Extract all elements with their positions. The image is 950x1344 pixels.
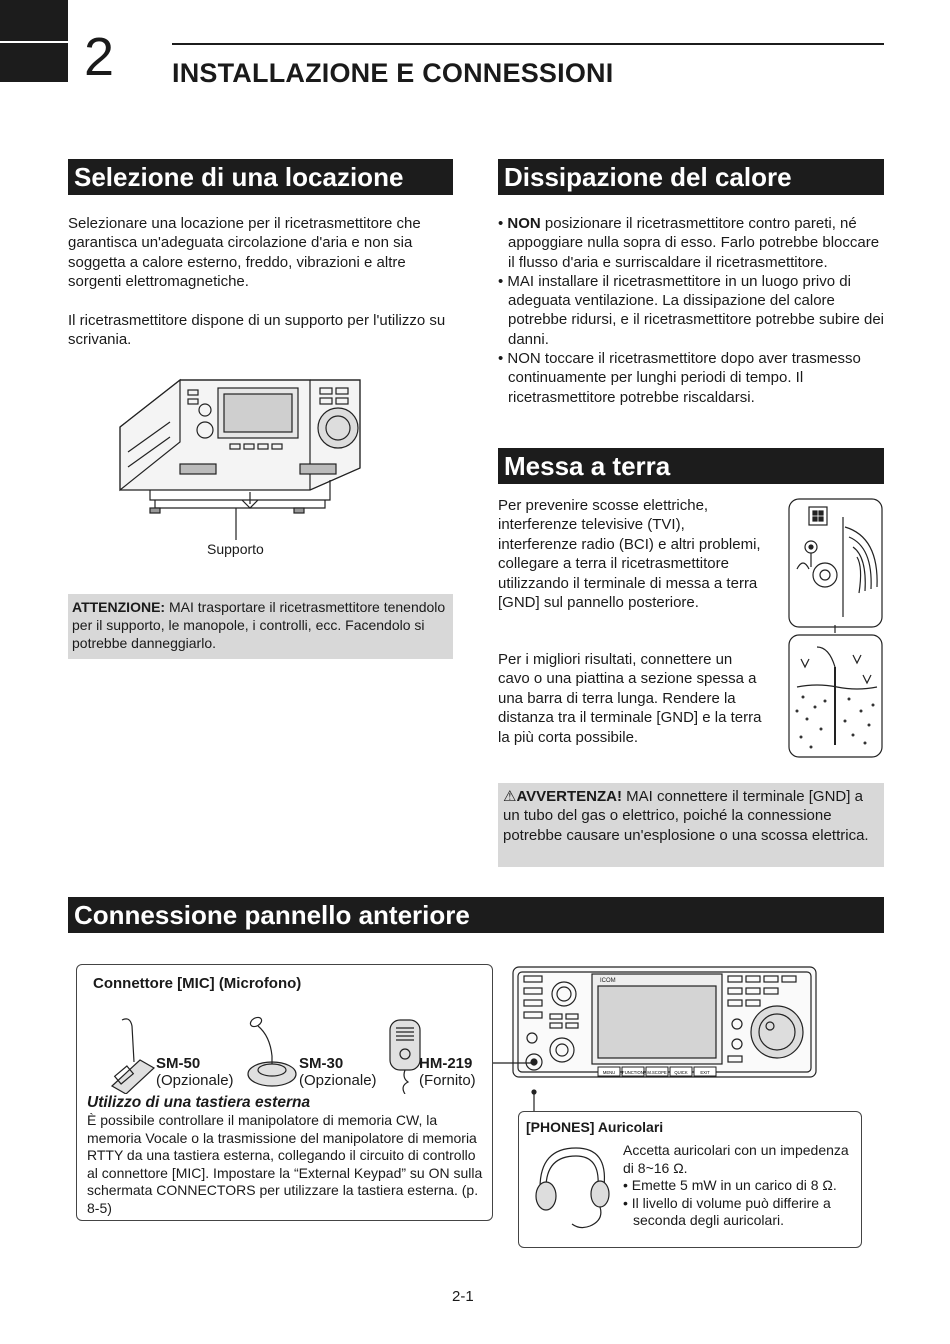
mic-sm50-name: SM-50 [156,1055,201,1072]
keyboard-title: Utilizzo di una tastiera esterna [87,1094,311,1111]
callout-lines [493,1030,593,1120]
front-panel-heading: Connessione pannello anteriore [68,897,884,933]
caution-label: ATTENZIONE: [72,599,166,615]
ground-terminal-illustration [787,497,884,759]
mic-sm30-note: (Opzionale) [299,1072,377,1089]
mic-sm30-name: SM-30 [299,1055,344,1072]
radio-button-menu: MENU [602,1070,616,1075]
radio-button-mscope: M.SCOPE [647,1070,667,1075]
heat-bullet-2: • MAI installare il ricetrasmettitore in un luogo privo di adeguata ventilazione. La dissipazione del calore potrebbe ridursi, e il ricetrasmettitore potrebbe subire dei danni. [498,272,886,349]
chapter-number: 2 [84,27,115,87]
svg-text:ICOM: ICOM [600,978,616,984]
warning-body: MAI connettere il terminale [GND] a un tubo del gas o elettrico, poiché la connessione potrebbe causare un'esplosione o una scossa elettrica. [503,788,869,844]
heat-heading: Dissipazione del calore [498,159,884,195]
heat-bullet-list [498,214,886,407]
phones-text: Accetta auricolari con un impedenza di 8~16 Ω. [623,1142,849,1176]
headphones-illustration [530,1140,616,1230]
chapter-rule [172,43,884,45]
heat-bullet-1-bold: NON [507,215,541,232]
chapter-title: INSTALLAZIONE E CONNESSIONI [172,58,614,88]
heat-bullet-1-text: posizionare il ricetrasmettitore contro pareti, né appoggiare nulla sopra di esso. Farlo potrebbe bloccare il flusso d'aria e surriscaldare il ricetrasmettitore. [508,215,880,271]
mic-hm219-note: (Fornito) [419,1072,476,1089]
page-number: 2-1 [452,1288,474,1305]
transceiver-bottom-buttons [598,1067,716,1076]
location-paragraph-1: Selezionare una locazione per il ricetrasmettitore che garantisca un'adeguata circolazione d'aria e non sia soggetta a calore esterno, freddo, vibrazioni e altre sorgenti elettromagnetiche. [68,215,421,291]
caution-body: MAI trasportare il ricetrasmettitore tenendolo per il supporto, le manopole, i controlli, ecc. Facendolo si potrebbe danneggiarlo. [72,599,446,651]
phones-bullet-1: • Emette 5 mW in un carico di 8 Ω. [623,1177,858,1195]
support-label: Supporto [207,541,264,557]
keyboard-text: È possibile controllare il manipolatore di memoria CW, la memoria Vocale o la trasmissione del manipolatore di memoria RTTY da una tastiera esterna, collegando il circuito di controllo al connettore [MIC]. Impostare la “External Keypad” su ON sulla schermata CONNECTORS per utilizzare la tastiera esterna. (p. 8-5) [87,1112,483,1216]
ground-heading: Messa a terra [498,448,884,484]
radio-button-exit: EXIT [700,1070,710,1075]
sm-30-icon [248,1016,296,1086]
hm-219-icon [390,1020,420,1094]
chapter-tab [0,0,68,82]
radio-button-quick: QUICK [674,1070,688,1075]
location-heading: Selezione di una locazione [68,159,453,195]
ground-paragraph-1: Per prevenire scosse elettriche, interferenze televisive (TVI), interferenze radio (BCI) e altri problemi, collegare a terra il ricetrasmettitore utilizzando il terminale di messa a terra [GND] sul pannello posteriore. [498,497,761,612]
warning-label: ⚠AVVERTENZA! [503,788,623,805]
desk-stand-illustration [110,372,380,540]
phones-title: [PHONES] Auricolari [526,1119,664,1135]
ground-paragraph-2: Per i migliori risultati, connettere un cavo o una piattina a sezione spessa a una barra di terra lunga. Rendere la distanza tra il terminale [GND] e la terra la più corta possibile. [498,651,762,746]
warning-text [503,787,881,845]
sm-50-icon [112,1019,154,1094]
mic-connector-title: Connettore [MIC] (Microfono) [93,975,302,992]
caution-text [72,598,447,652]
location-paragraph-2: Il ricetrasmettitore dispone di un supporto per l'utilizzo su scrivania. [68,312,446,349]
mic-hm219-name: HM-219 [419,1055,473,1072]
heat-bullet-1 [498,214,886,272]
phones-bullets [623,1177,858,1230]
phones-bullet-2: • Il livello di volume può differire a seconda degli auricolari. [623,1195,858,1230]
heat-bullet-3: • NON toccare il ricetrasmettitore dopo aver trasmesso continuamente per lunghi periodi di tempo. Il ricetrasmettitore potrebbe riscaldarsi. [498,349,886,407]
mic-sm50-note: (Opzionale) [156,1072,234,1089]
radio-button-function: FUNCTION [622,1070,644,1075]
